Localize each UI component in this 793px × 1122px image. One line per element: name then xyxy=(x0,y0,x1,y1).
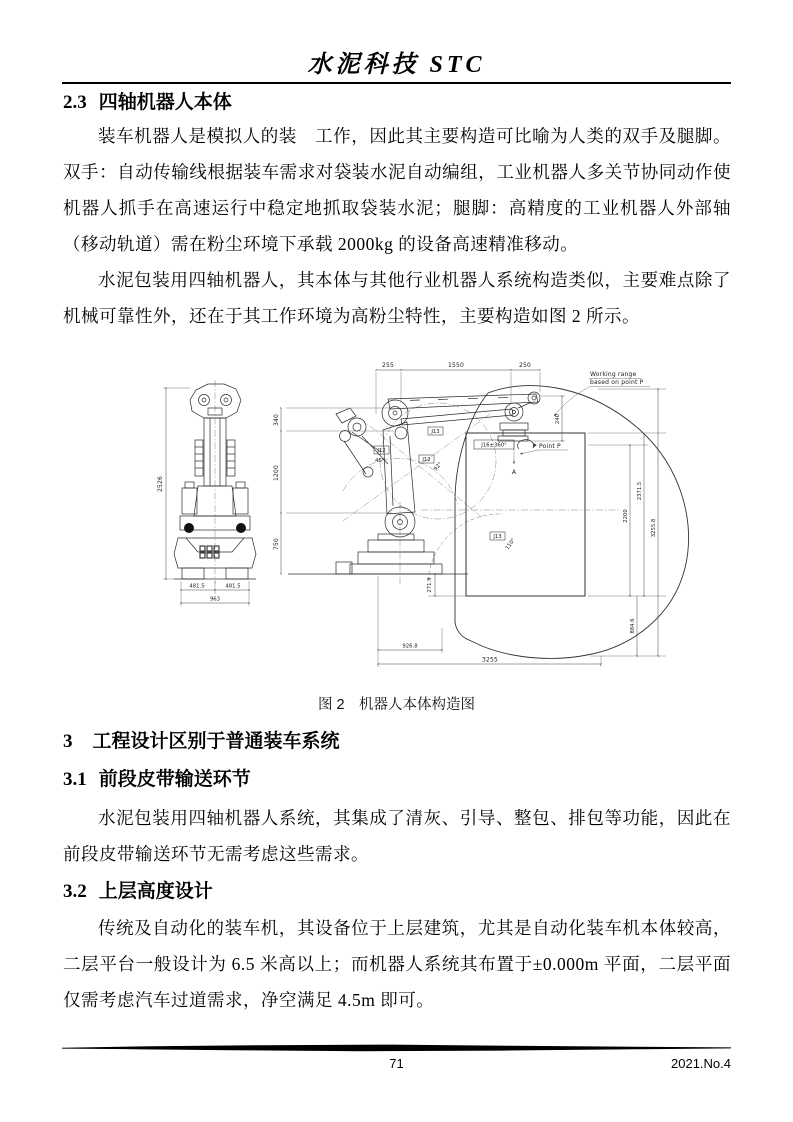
dim-front-total: 963 xyxy=(209,596,221,603)
label-j16: J16±360° xyxy=(481,442,507,449)
header-rule xyxy=(62,82,731,84)
axis-a-label: A xyxy=(511,469,517,476)
label-j13-upper: J13 xyxy=(431,429,440,435)
dim-right-inner: 2200 xyxy=(623,509,629,523)
label-point-p: Point P xyxy=(539,443,561,450)
footer-decorative-line xyxy=(62,1044,731,1053)
journal-title: 水泥科技 STC xyxy=(307,52,486,78)
issue-label: 2021.No.4 xyxy=(671,1056,731,1071)
note-working-range-1: Working range xyxy=(590,371,637,378)
note-working-range-2: based on point P xyxy=(590,379,644,386)
section-number: 3.1 xyxy=(63,769,87,790)
section-title: 工程设计区别于普通装车系统 xyxy=(92,731,340,752)
section-title: 上层高度设计 xyxy=(98,881,213,902)
section-heading-2-3 xyxy=(63,87,232,114)
label-j12-right: J12 xyxy=(422,457,431,463)
label-j13-lower: J13 xyxy=(493,534,502,540)
dim-right-mid: 2371.5 xyxy=(637,481,643,501)
section-number: 2.3 xyxy=(63,92,87,113)
side-view xyxy=(273,362,689,667)
dim-front-height: 2526 xyxy=(157,475,164,493)
dim-right-outer: 3255.8 xyxy=(651,518,657,538)
section-number: 3 xyxy=(63,731,73,752)
figure-robot-drawing xyxy=(138,356,730,688)
label-j12-left-angle: 46° xyxy=(375,458,385,464)
dim-offset-small: 271.9 xyxy=(427,577,433,593)
body-block-1 xyxy=(63,118,731,334)
body-block-3-2 xyxy=(63,910,731,1018)
dim-top-mid: 1550 xyxy=(447,362,465,369)
label-j12-left: J12 xyxy=(377,448,386,454)
dim-front-half-left: 481.5 xyxy=(189,583,205,590)
paragraph-robot-intro: 装车机器人是模拟人的装 工作，因此其主要构造可比喻为人类的双手及腿脚。双手：自动传输线根据装车需求对袋装水泥自动编组，工业机器人多关节协同动作使机器人抓手在高速运行中稳定地抓取袋装水泥；腿脚：高精度的工业机器人外部轴（移动轨道）需在粉尘环境下承载 2000kg 的设备高速精准移动。 xyxy=(63,126,731,254)
paragraph-robot-difficulty: 水泥包装用四轴机器人，其本体与其他行业机器人系统构造类似，主要难点除了机械可靠性外，还在于其工作环境为高粉尘特性，主要构造如图 2 所示。 xyxy=(63,270,731,326)
dim-side-mid: 1200 xyxy=(273,464,280,482)
dim-front-half-right: 481.5 xyxy=(225,583,241,590)
paragraph-upper-height: 传统及自动化的装车机，其设备位于上层建筑，尤其是自动化装车机本体较高，二层平台一般设计为 6.5 米高以上；而机器人系统其布置于±0.000m 平面，二层平面仅需考虑汽车过道需求，净空满足 4.5m 即可。 xyxy=(63,918,731,1010)
front-view xyxy=(157,380,256,606)
dim-side-lower: 750 xyxy=(273,537,280,551)
dim-wrist-drop: 240 xyxy=(555,413,561,425)
section-heading-3 xyxy=(63,726,340,753)
label-j13-lower-angle: 110° xyxy=(504,537,517,552)
page-number: 71 xyxy=(389,1056,404,1071)
label-j12-right-angle: 92° xyxy=(432,461,444,473)
dim-top-left: 255 xyxy=(381,362,395,369)
dim-bottom-total: 3255 xyxy=(481,656,499,664)
working-box xyxy=(466,433,585,596)
section-number: 3.2 xyxy=(63,881,87,902)
dim-side-upper: 340 xyxy=(273,413,280,427)
section-heading-3-2 xyxy=(63,876,213,903)
section-heading-3-1 xyxy=(63,764,251,791)
section-title: 四轴机器人本体 xyxy=(98,92,232,113)
body-block-3-1 xyxy=(63,800,731,872)
paragraph-belt-conveying: 水泥包装用四轴机器人系统，其集成了清灰、引导、整包、排包等功能，因此在前段皮带输送环节无需考虑这些需求。 xyxy=(63,808,731,864)
section-title: 前段皮带输送环节 xyxy=(98,769,251,790)
figure-caption: 图 2 机器人本体构造图 xyxy=(317,697,476,713)
dim-right-lower: 884.6 xyxy=(630,618,636,634)
dim-bottom-inner: 926.8 xyxy=(402,643,418,650)
dim-top-right: 250 xyxy=(518,362,532,369)
